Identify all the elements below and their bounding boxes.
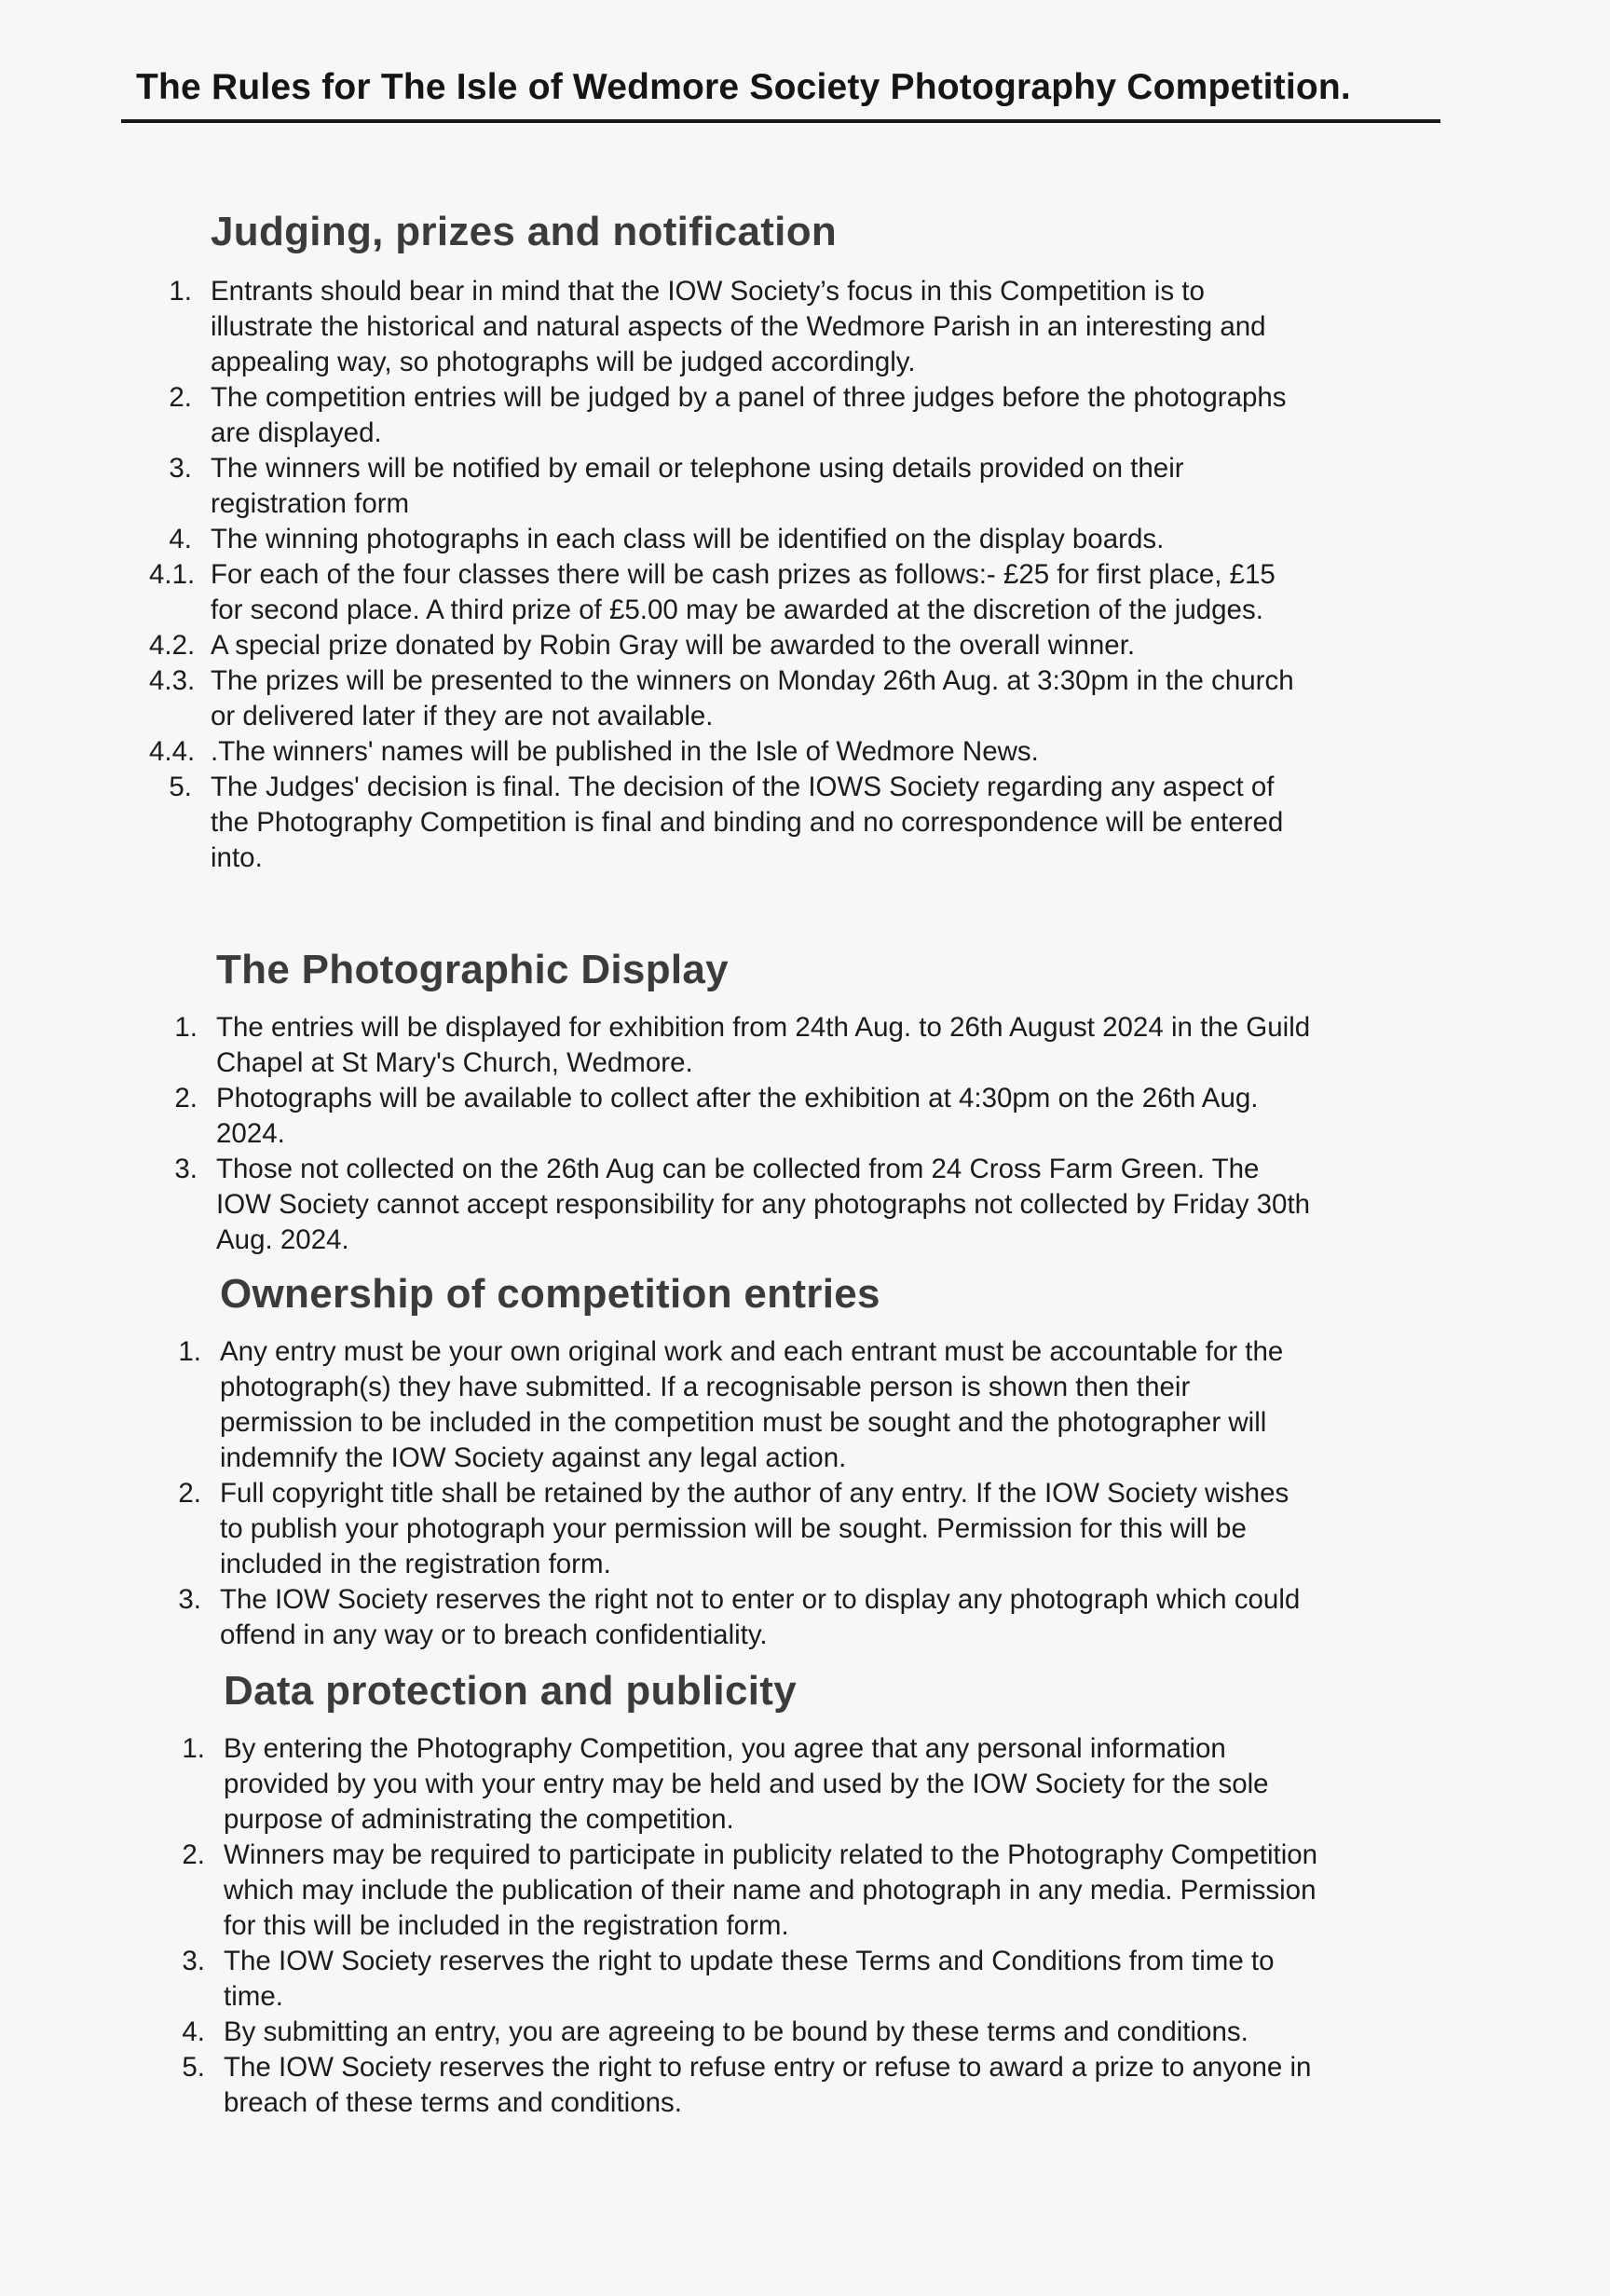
section-heading-ownership: Ownership of competition entries [220, 1271, 880, 1317]
section-heading-display: The Photographic Display [216, 947, 729, 992]
list-item: 3. The IOW Society reserves the right to update these Terms and Conditions from time to time. [182, 1946, 1275, 2012]
list-item: 1. Entrants should bear in mind that the IOW Society’s focus in this Competition is to illustrate the historical and natural aspects of the Wedmore Parish in an interesting and appealing way, so photographs will be judged accordingly. [169, 276, 1266, 377]
section-heading-judging: Judging, prizes and notification [211, 209, 838, 254]
list-item: 3. Those not collected on the 26th Aug can be collected from 24 Cross Farm Green. The IOW Society cannot accept responsibility for any photographs not collected by Friday 30th Aug. 2024. [174, 1154, 1311, 1255]
list-item: 4.1. For each of the four classes there will be cash prizes as follows:- £25 for first place, £15 for second place. A third prize of £5.00 may be awarded at the discretion of the judges. [149, 559, 1276, 625]
list-item: 3. The winners will be notified by email or telephone using details provided on their registration form [169, 453, 1184, 519]
list-item: 3. The IOW Society reserves the right not to enter or to display any photograph which could offend in any way or to breach confidentiality. [178, 1584, 1301, 1650]
list-item: 1. The entries will be displayed for exhibition from 24th Aug. to 26th August 2024 in the Guild Chapel at St Mary's Church, Wedmore. [174, 1012, 1311, 1078]
list-item: 4. The winning photographs in each class will be identified on the display boards. [169, 524, 1165, 554]
list-item: 2. Full copyright title shall be retained by the author of any entry. If the IOW Society wishes to publish your photograph your permission will be sought. Permission for this will be included in the registration form. [178, 1478, 1289, 1579]
list-item: 2. Winners may be required to participate in publicity related to the Photography Competition which may include the publication of their name and photograph in any media. Permission for this will be included in the registration form. [182, 1839, 1318, 1941]
list-item: 2. Photographs will be available to collect after the exhibition at 4:30pm on the 26th Aug. 2024. [174, 1083, 1259, 1149]
judging-rules-list [149, 274, 1310, 876]
list-item: 4. By submitting an entry, you are agreeing to be bound by these terms and conditions. [182, 2016, 1248, 2047]
section-heading-data-protection: Data protection and publicity [224, 1668, 797, 1714]
list-item: 2. The competition entries will be judged by a panel of three judges before the photographs are displayed. [169, 382, 1287, 448]
display-rules-list [174, 1010, 1316, 1258]
list-item: 5. The IOW Society reserves the right to refuse entry or refuse to award a prize to anyone in breach of these terms and conditions. [182, 2052, 1312, 2118]
data-protection-rules-list [182, 1731, 1323, 2121]
list-item: 4.2. A special prize donated by Robin Gray will be awarded to the overall winner. [149, 630, 1136, 661]
document-title: The Rules for The Isle of Wedmore Society Photography Competition. [136, 67, 1351, 107]
list-item: 1. Any entry must be your own original work and each entrant must be accountable for the photograph(s) they have submitted. If a recognisable person is shown then their permission to be included in the competition must be sought and the photographer will indemnify the IOW Society against any legal action. [178, 1336, 1284, 1473]
list-item: 4.4. .The winners' names will be published in the Isle of Wedmore News. [149, 736, 1039, 767]
list-item: 1. By entering the Photography Competition, you agree that any personal information provided by you with your entry may be held and used by the IOW Society for the sole purpose of administrating the competition. [182, 1733, 1269, 1835]
list-item: 4.3. The prizes will be presented to the winners on Monday 26th Aug. at 3:30pm in the church or delivered later if they are not available. [149, 665, 1294, 731]
ownership-rules-list [178, 1334, 1319, 1653]
list-item: 5. The Judges' decision is final. The decision of the IOWS Society regarding any aspect of the Photography Competition is final and binding and no correspondence will be entered into. [169, 772, 1284, 873]
title-underline [121, 119, 1440, 123]
